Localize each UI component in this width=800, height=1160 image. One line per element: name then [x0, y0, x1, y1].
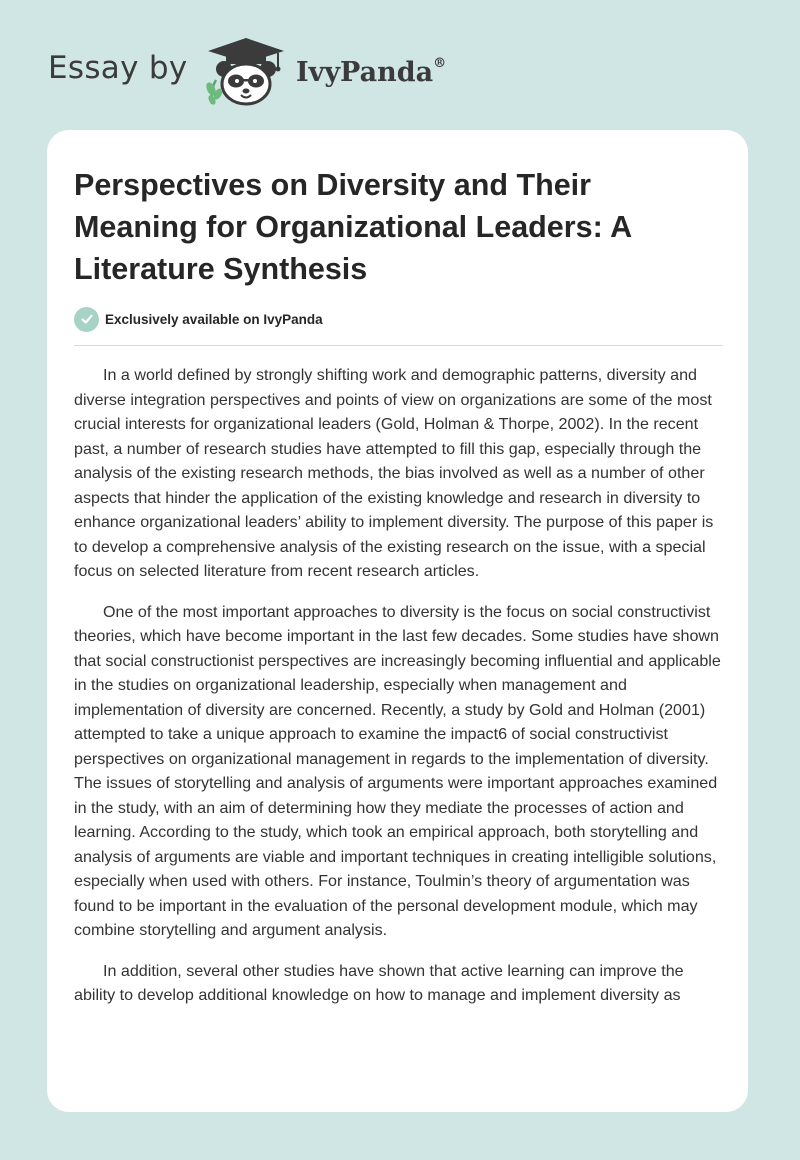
- badge-label: Exclusively available on IvyPanda: [105, 311, 323, 327]
- paragraph: In addition, several other studies have shown that active learning can improve the ability to develop additional knowledge on how to manage and implement diversity as: [74, 961, 684, 1004]
- site-header: [0, 0, 800, 130]
- divider: [74, 345, 723, 346]
- brand-name[interactable]: IvyPanda®: [296, 56, 447, 88]
- registered-mark: ®: [433, 56, 447, 71]
- paragraph: One of the most important approaches to diversity is the focus on social constructivist theories, which have become important in the last few decades. Some studies have shown that social constructionist perspectives are increasingly becoming influential and applicable in the studies on organizational leadership, especially when management and implementation of diversity are concerned. Recently, a study by Gold and Holman (2001) attempted to take a unique approach to examine the impact6 of social constructivist perspectives on organizational management in regards to the implementation of diversity. The issues of storytelling and analysis of arguments were important approaches examined in the study, with an aim of determining how they mediate the processes of action and learning. According to the study, which took an empirical approach, both storytelling and analysis of arguments are viable and important techniques in creating intelligible solutions, especially when used with others. For instance, Toulmin’s theory of argumentation was found to be important in the evaluation of the personal development module, which may combine storytelling and argument analysis.: [74, 602, 721, 939]
- essay-body: [74, 363, 726, 1024]
- essay-by-label: Essay by: [48, 50, 188, 86]
- paragraph: In a world defined by strongly shifting work and demographic patterns, diversity and diverse integration perspectives and points of view on organizations are some of the most crucial interests for organizational leaders (Gold, Holman & Thorpe, 2002). In the recent past, a number of research studies have attempted to fill this gap, especially through the analysis of the existing research methods, the bias involved as well as a number of other aspects that hinder the application of the existing knowledge and research in diversity to enhance organizational leaders’ ability to implement diversity. The purpose of this paper is to develop a comprehensive analysis of the existing research on the issue, with a special focus on selected literature from recent research articles.: [74, 366, 714, 580]
- exclusive-badge: [74, 306, 323, 332]
- checkmark-icon: [74, 307, 99, 332]
- essay-card: [47, 130, 748, 1112]
- panda-logo-icon[interactable]: [198, 34, 294, 108]
- page-title: Perspectives on Diversity and Their Meaning for Organizational Leaders: A Literature Synthesis: [74, 168, 631, 286]
